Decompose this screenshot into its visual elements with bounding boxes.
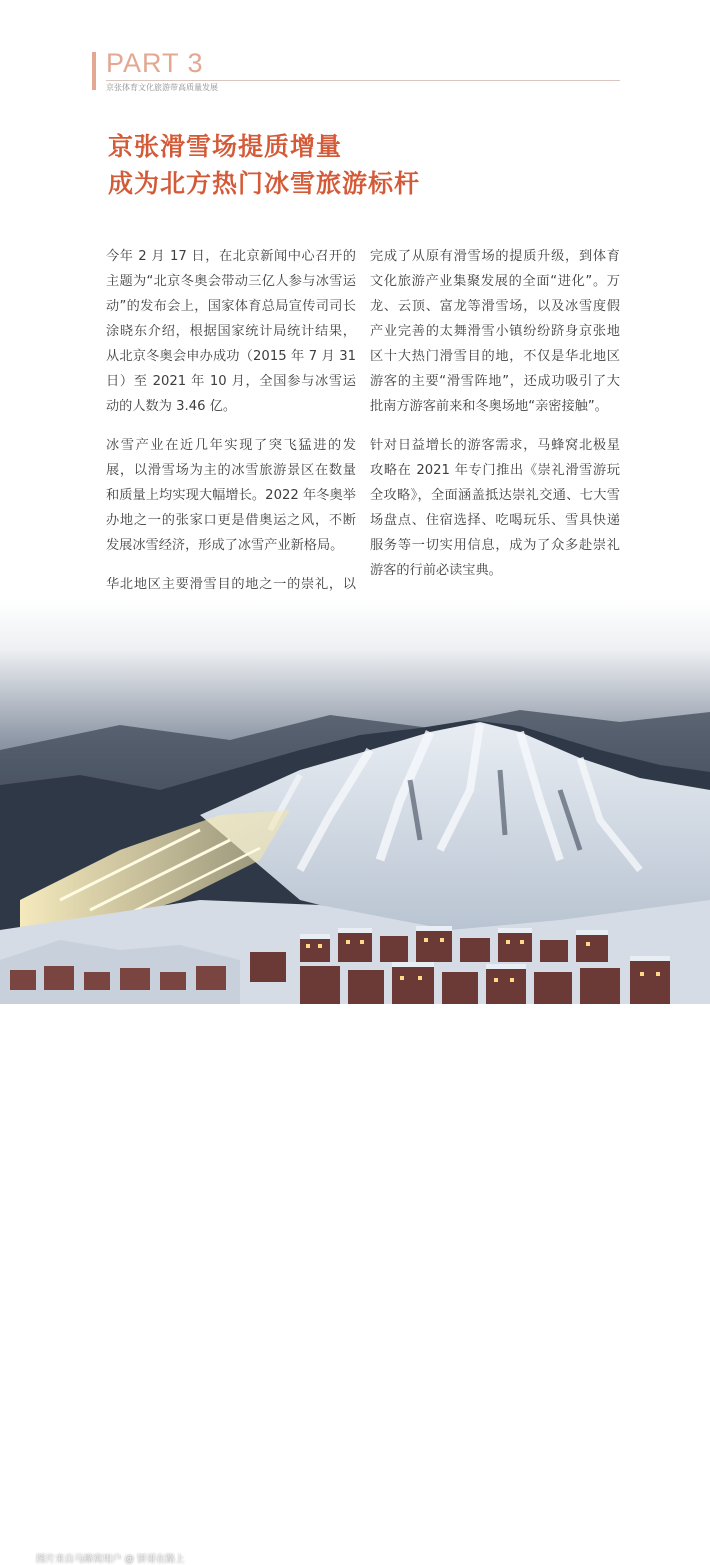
ski-resort-illustration	[0, 600, 710, 1004]
paragraph: 华北地区主要滑雪目的地之一的崇礼，以	[106, 577, 356, 592]
ski-resort-photo	[0, 600, 710, 1565]
paragraph: 冰雪产业在近几年实现了突飞猛进的发展，以滑雪场为主的冰雪旅游景区在数量和质量上均实现大幅增长。2022 年冬奥举办地之一的张家口更是借奥运之风，不断发展冰雪经济，形成了冰雪产业新格局。	[106, 438, 356, 553]
header-accent-bar	[92, 52, 96, 90]
title-line-2: 成为北方热门冰雪旅游标杆	[108, 169, 421, 198]
body-column-right	[370, 244, 620, 597]
page-header	[92, 48, 620, 94]
part-label: PART 3	[106, 48, 204, 78]
article-title	[108, 128, 420, 202]
photo-credit: 图片来自马蜂窝用户 @ 饼哥在路上	[36, 1554, 185, 1565]
paragraph: 完成了从原有滑雪场的提质升级，到体育文化旅游产业集聚发展的全面“进化”。万龙、云顶、富龙等滑雪场，以及冰雪度假产业完善的太舞滑雪小镇纷纷跻身京张地区十大热门滑雪目的地，不仅是华北地区游客的主要“滑雪阵地”，还成功吸引了大批南方游客前来和冬奥场地“亲密接触”。	[370, 249, 620, 414]
section-subtitle: 京张体育文化旅游带高质量发展	[106, 83, 218, 92]
paragraph: 今年 2 月 17 日，在北京新闻中心召开的主题为“北京冬奥会带动三亿人参与冰雪运动”的发布会上，国家体育总局宣传司司长涂晓东介绍，根据国家统计局统计结果，从北京冬奥会申办成功（2015 年 7 月 31 日）至 2021 年 10 月，全国参与冰雪运动的人数为 3.46 亿。	[106, 249, 356, 414]
header-divider	[106, 80, 620, 81]
paragraph: 针对日益增长的游客需求，马蜂窝北极星攻略在 2021 年专门推出《崇礼滑雪游玩全攻略》，全面涵盖抵达崇礼交通、七大雪场盘点、住宿选择、吃喝玩乐、雪具快递服务等一切实用信息，成为了众多赴崇礼游客的行前必读宝典。	[370, 438, 620, 578]
body-column-left	[106, 244, 356, 636]
title-line-1: 京张滑雪场提质增量	[108, 132, 343, 161]
